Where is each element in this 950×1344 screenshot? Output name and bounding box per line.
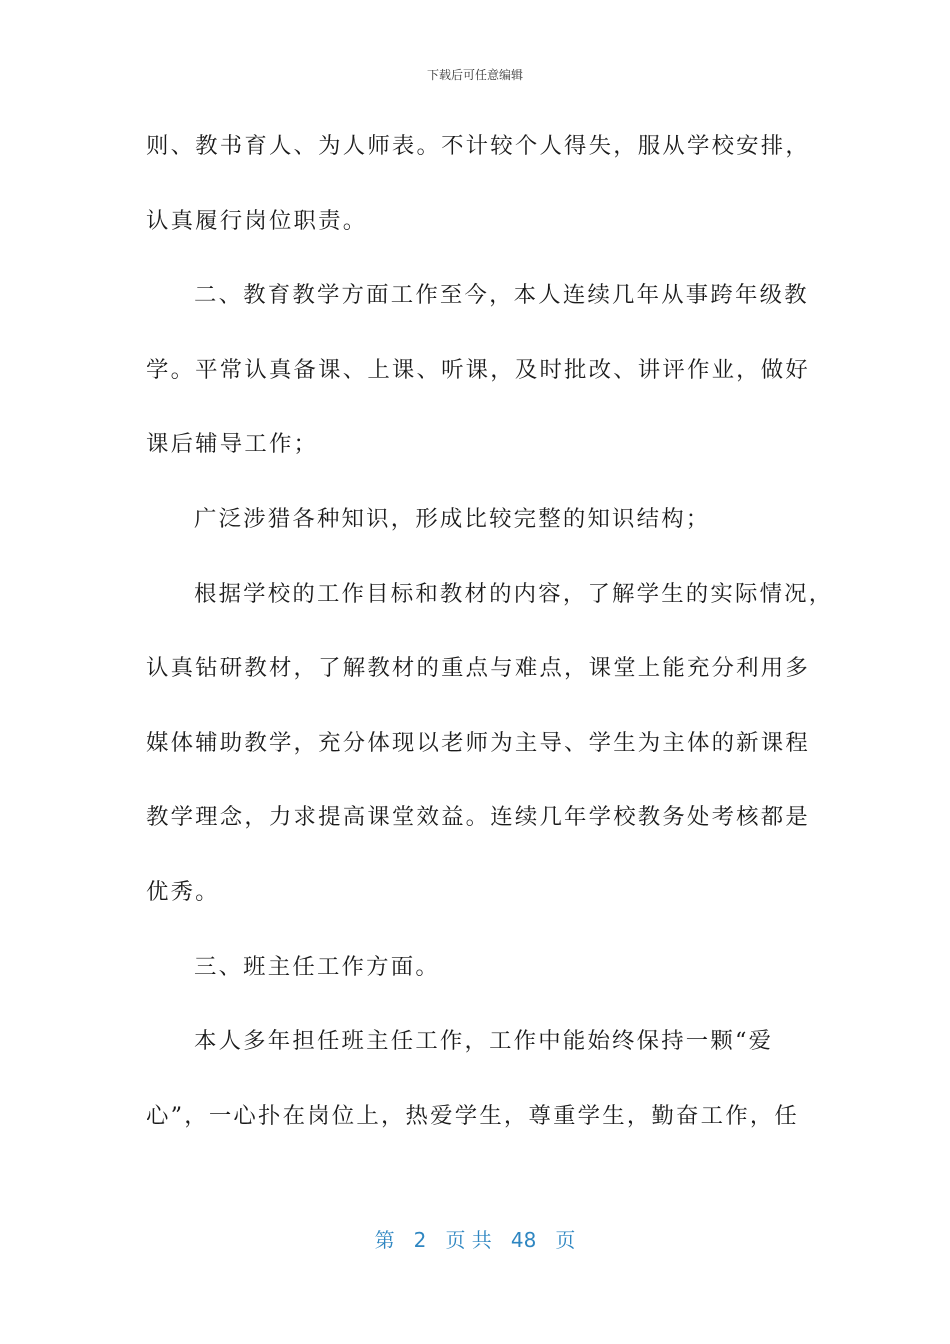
text-line: 认真履行岗位职责。 [146, 207, 368, 234]
text-line: 教学理念，力求提高课堂效益。连续几年学校教务处考核都是 [146, 804, 810, 831]
page-label-middle: 页 共 [445, 1228, 492, 1252]
text-line: 学。平常认真备课、上课、听课，及时批改、讲评作业，做好 [146, 356, 810, 383]
page-footer [0, 1224, 950, 1253]
text-line: 优秀。 [146, 878, 220, 905]
document-body [146, 124, 834, 1168]
page-label-prefix: 第 [374, 1228, 395, 1252]
text-line: 则、教书育人、为人师表。不计较个人得失，服从学校安排， [146, 133, 810, 159]
paragraph-start-line: 二、教育教学方面工作至今，本人连续几年从事跨年级教 [194, 282, 809, 309]
text-line: 课后辅导工作； [146, 431, 319, 458]
page-label-suffix: 页 [555, 1228, 576, 1252]
paragraph-start-line: 本人多年担任班主任工作，工作中能始终保持一颗“爱 [194, 1028, 774, 1055]
text-line: 心”，一心扑在岗位上，热爱学生，尊重学生，勤奋工作，任 [146, 1102, 800, 1129]
section-heading-line: 三、班主任工作方面。 [194, 953, 440, 980]
text-line: 媒体辅助教学，充分体现以老师为主导、学生为主体的新课程 [146, 729, 810, 756]
total-page-count: 48 [510, 1228, 537, 1252]
current-page-number: 2 [413, 1228, 427, 1252]
paragraph-start-line: 广泛涉猎各种知识，形成比较完整的知识结构； [194, 505, 711, 532]
paragraph-start-line: 根据学校的工作目标和教材的内容，了解学生的实际情况， [194, 580, 834, 607]
page-header: 下载后可任意编辑 [426, 68, 523, 82]
text-line: 认真钻研教材，了解教材的重点与难点，课堂上能充分利用多 [146, 655, 810, 682]
